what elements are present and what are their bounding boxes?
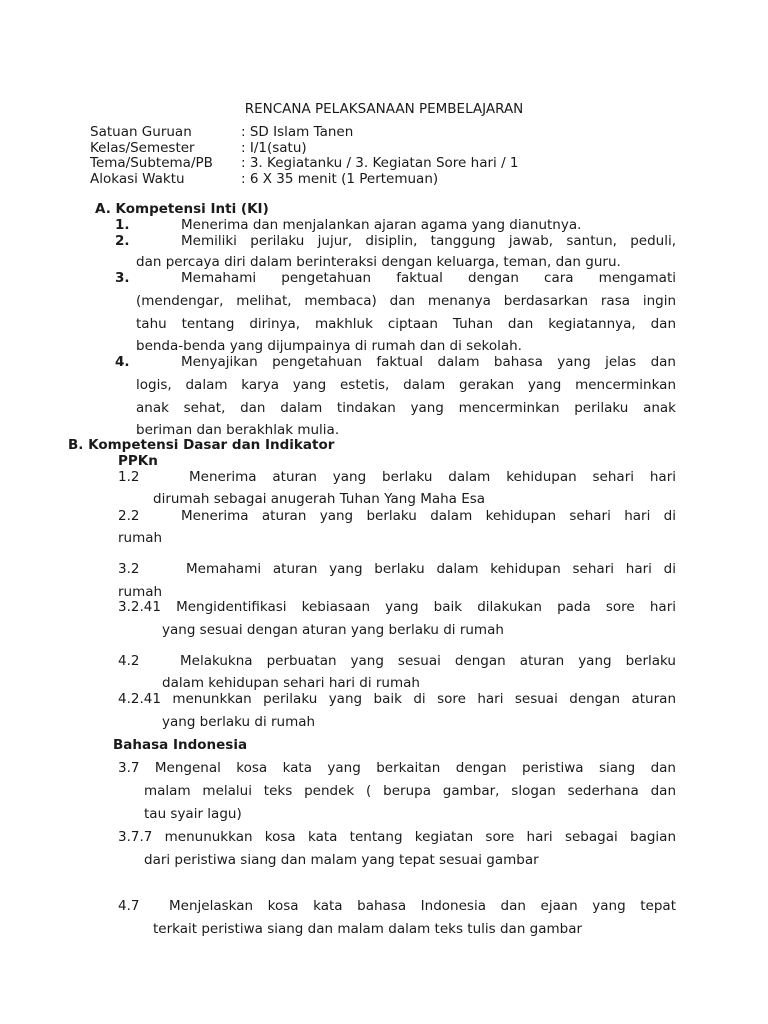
ki-4-line-4: beriman dan berakhlak mulia. <box>136 422 340 438</box>
kd-3-2-line-1: Memahami aturan yang berlaku dalam kehidupan sehari hari di <box>186 561 676 577</box>
ki-3-line-2: (mendengar, melihat, membaca) dan menanya berdasarkan rasa ingin <box>136 293 676 309</box>
ki-3-line-3: tahu tentang dirinya, makhluk ciptaan Tuhan dan kegiatannya, dan <box>136 316 676 332</box>
ki-number-2: 2. <box>115 233 130 249</box>
kd-4-7-line-1: Menjelaskan kosa kata bahasa Indonesia dan ejaan yang tepat <box>169 898 676 914</box>
ki-4-line-1: Menyajikan pengetahuan faktual dalam bahasa yang jelas dan <box>181 354 676 370</box>
kd-1-2-line-1: Menerima aturan yang berlaku dalam kehidupan sehari hari <box>189 469 676 485</box>
ki-number-4: 4. <box>115 354 130 370</box>
kd-2-2-line-2: rumah <box>118 530 163 546</box>
ki-number-1: 1. <box>115 217 130 233</box>
subject-bahasa-heading: Bahasa Indonesia <box>113 737 248 753</box>
kd-1-2-number: 1.2 <box>118 469 140 485</box>
ki-3-line-1: Memahami pengetahuan faktual dengan cara mengamati <box>181 270 676 286</box>
indicator-4-2-41-line-1: 4.2.41 menunkkan perilaku yang baik di sore hari sesuai dengan aturan <box>118 691 676 707</box>
ki-number-3: 3. <box>115 270 130 286</box>
indicator-3-2-41-line-1: 3.2.41 Mengidentifikasi kebiasaan yang baik dilakukan pada sore hari <box>118 599 676 615</box>
kd-3-2-line-2: rumah <box>118 584 163 600</box>
meta-value-kelas: : I/1(satu) <box>241 140 307 156</box>
indicator-3-7-7-line-1: 3.7.7 menunukkan kosa kata tentang kegiatan sore hari sebagai bagian <box>118 829 676 845</box>
meta-value-satuan: : SD Islam Tanen <box>241 124 354 140</box>
kd-4-2-line-2: dalam kehidupan sehari hari di rumah <box>162 675 420 691</box>
meta-label-tema: Tema/Subtema/PB <box>90 155 213 171</box>
kd-1-2-line-2: dirumah sebagai anugerah Tuhan Yang Maha Esa <box>153 491 486 507</box>
section-b-heading: B. Kompetensi Dasar dan Indikator <box>68 437 335 453</box>
ki-2-line-2: dan percaya diri dalam berinteraksi dengan keluarga, teman, dan guru. <box>136 254 621 270</box>
kd-2-2-line-1: Menerima aturan yang berlaku dalam kehidupan sehari hari di <box>181 508 676 524</box>
kd-4-7-line-2: terkait peristiwa siang dan malam dalam teks tulis dan gambar <box>153 921 583 937</box>
meta-value-tema: : 3. Kegiatanku / 3. Kegiatan Sore hari / 1 <box>241 155 519 171</box>
indicator-4-2-41-line-2: yang berlaku di rumah <box>162 714 316 730</box>
ki-2-line-1: Memiliki perilaku jujur, disiplin, tanggung jawab, santun, peduli, <box>181 233 676 249</box>
kd-4-2-number: 4.2 <box>118 653 140 669</box>
meta-label-alokasi: Alokasi Waktu <box>90 171 185 187</box>
ki-3-line-4: benda-benda yang dijumpainya di rumah dan di sekolah. <box>136 338 522 354</box>
indicator-3-2-41-line-2: yang sesuai dengan aturan yang berlaku di rumah <box>162 622 504 638</box>
kd-4-2-line-1: Melakukna perbuatan yang sesuai dengan aturan yang berlaku <box>180 653 676 669</box>
ki-4-line-2: logis, dalam karya yang estetis, dalam gerakan yang mencerminkan <box>136 377 676 393</box>
meta-value-alokasi: : 6 X 35 menit (1 Pertemuan) <box>241 171 439 187</box>
kd-3-7-line-2: malam melalui teks pendek ( berupa gambar, slogan sederhana dan <box>144 783 676 799</box>
meta-label-kelas: Kelas/Semester <box>90 140 195 156</box>
meta-label-satuan: Satuan Guruan <box>90 124 192 140</box>
section-a-heading: A. Kompetensi Inti (KI) <box>95 201 269 217</box>
ki-1-line-1: Menerima dan menjalankan ajaran agama yang dianutnya. <box>181 217 582 233</box>
subject-ppkn-heading: PPKn <box>118 453 158 469</box>
document-title: RENCANA PELAKSANAAN PEMBELAJARAN <box>244 101 524 117</box>
kd-3-2-number: 3.2 <box>118 561 140 577</box>
kd-4-7-number: 4.7 <box>118 898 140 914</box>
ki-4-line-3: anak sehat, dan dalam tindakan yang mencerminkan perilaku anak <box>136 400 676 416</box>
kd-2-2-number: 2.2 <box>118 508 140 524</box>
kd-3-7-line-1: 3.7 Mengenal kosa kata yang berkaitan dengan peristiwa siang dan <box>118 760 676 776</box>
indicator-3-7-7-line-2: dari peristiwa siang dan malam yang tepat sesuai gambar <box>144 852 539 868</box>
kd-3-7-line-3: tau syair lagu) <box>144 806 242 822</box>
